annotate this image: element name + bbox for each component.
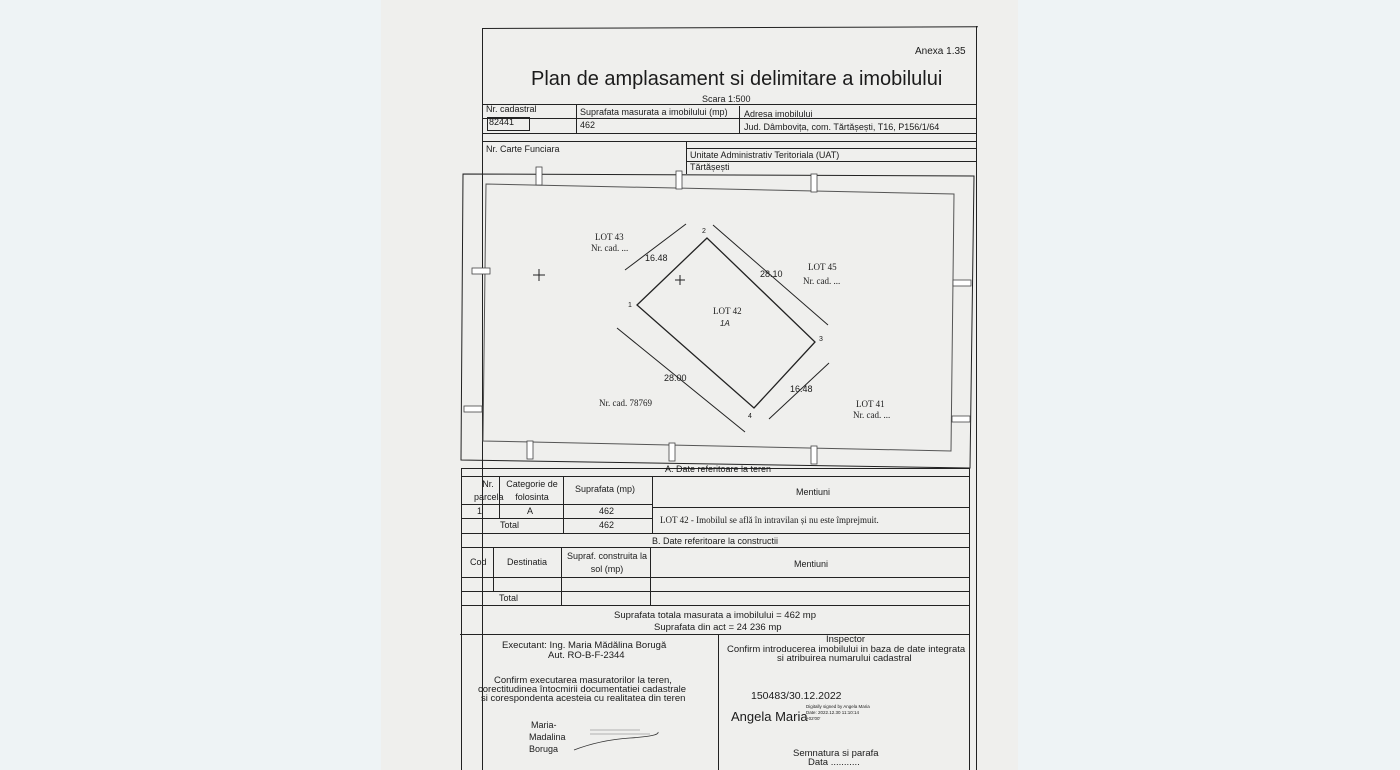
col-nr-parcela: Nr. parcela — [474, 479, 504, 502]
parcel-mentions: LOT 42 - Imobilul se află în intravilan și nu este împrejmuit. — [660, 515, 879, 525]
col-suprafata: Suprafata (mp) — [575, 484, 636, 494]
grid-tick — [811, 174, 817, 192]
vertex-label: 4 — [748, 413, 752, 420]
side-length: 16.48 — [790, 384, 813, 394]
section-b-title: B. Date referitoare la constructii — [652, 536, 779, 546]
executor-name: Executant: Ing. Maria Mădălina Borugă — [502, 640, 667, 651]
table-left-edge — [461, 468, 462, 770]
total-value: 462 — [599, 520, 615, 530]
vertex-label: 1 — [628, 302, 632, 309]
lot-cad: Nr. cad. ... — [591, 243, 629, 253]
grid-tick — [527, 441, 533, 459]
cell-suprafata: 462 — [599, 506, 615, 516]
executor-confirm: corectitudinea întocmirii documentatiei cadastrale — [478, 684, 687, 695]
executor-signature: Maria- — [531, 720, 557, 730]
lot-cad: Nr. cad. 78769 — [599, 398, 652, 408]
table-rule — [462, 533, 970, 534]
col-mentiuni: Mentiuni — [796, 487, 831, 497]
table-rule — [652, 507, 970, 508]
plan-outer-frame — [461, 174, 974, 468]
table-right-edge — [969, 468, 970, 770]
digital-signature-text: Digitally signed by Angela Maria — [806, 704, 870, 709]
table-rule — [462, 518, 652, 519]
address-value: Jud. Dâmbovița, com. Tărtășești, T16, P156/1/64 — [744, 122, 940, 132]
executor-signature: Boruga — [529, 744, 559, 754]
cell-parcela: 1 — [477, 506, 483, 516]
executor-signature: Madalina — [529, 732, 566, 742]
total-label: Total — [500, 520, 520, 530]
table-rule — [462, 591, 970, 592]
inspector-title: Inspector — [826, 634, 866, 645]
cadastral-number: 82441 — [487, 117, 530, 131]
table-rule — [462, 577, 970, 578]
col-supraf-construita: Supraf. construita la sol (mp) — [566, 551, 648, 575]
grid-tick — [472, 268, 490, 274]
lot-name: LOT 45 — [808, 262, 837, 272]
cadastral-label: Nr. cadastral — [486, 104, 537, 114]
cf-label: Nr. Carte Funciara — [486, 144, 560, 154]
executor-confirm: si corespondenta acesteia cu realitatea din teren — [481, 693, 686, 704]
grid-tick — [952, 416, 970, 422]
area-label: Suprafata masurata a imobilului (mp) — [580, 107, 728, 117]
inspector-signature-name: Angela Maria — [731, 709, 808, 724]
lot-cad: Nr. cad. ... — [853, 410, 891, 420]
signature-label: Semnatura si parafa — [793, 748, 879, 759]
grid-tick — [536, 167, 542, 185]
vertex-label: 2 — [702, 228, 706, 235]
act-area: Suprafata din act = 24 236 mp — [654, 622, 782, 633]
digital-signature-text: Date: 2022.12.30 11:10:14 — [806, 710, 859, 715]
signature-divider — [718, 634, 719, 770]
scale-label: Scara 1:500 — [702, 94, 751, 104]
uat-value: Tărtășești — [690, 162, 730, 172]
totals-rule — [460, 634, 970, 635]
side-length: 16.48 — [645, 253, 668, 263]
document-title: Plan de amplasament si delimitare a imobilului — [531, 68, 943, 90]
col-destinatia: Destinatia — [507, 557, 548, 567]
table-divider — [650, 547, 651, 605]
grid-tick — [811, 446, 817, 464]
table-divider — [561, 547, 562, 605]
grid-tick — [464, 406, 482, 412]
section-a-title: A. Date referitoare la teren — [665, 464, 772, 474]
grid-tick — [669, 443, 675, 461]
executor-confirm: Confirm executarea masuratorilor la teren, — [494, 675, 672, 686]
col-cod: Cod — [470, 557, 487, 567]
vertex-label: 3 — [819, 336, 823, 343]
side-length: 28.10 — [760, 269, 783, 279]
table-divider — [652, 476, 653, 533]
section-a-rule — [462, 476, 970, 477]
digital-signature-mark — [570, 722, 660, 752]
annex-label: Anexa 1.35 — [915, 46, 966, 57]
col-categorie: Categorie de folosinta — [506, 479, 558, 502]
cell-categorie: A — [527, 506, 534, 516]
uat-label: Unitate Administrativ Teritoriala (UAT) — [690, 150, 840, 160]
area-value: 462 — [580, 120, 596, 130]
total-label-b: Total — [499, 593, 519, 603]
executor-auth: Aut. RO-B-F-2344 — [548, 650, 625, 661]
digital-signature-text: +02'00' — [806, 716, 821, 721]
date-label: Data ........... — [808, 757, 860, 768]
address-label: Adresa imobilului — [744, 109, 813, 119]
section-b-rule — [462, 547, 970, 548]
grid-tick — [676, 171, 682, 189]
inspector-confirm: si atribuirea numarului cadastral — [777, 653, 912, 664]
parcel-code: 1A — [720, 319, 730, 328]
col-mentiuni-b: Mentiuni — [794, 559, 829, 569]
table-rule — [462, 504, 652, 505]
side-length: 28.00 — [664, 373, 687, 383]
lot-name: LOT 43 — [595, 232, 624, 242]
table-divider — [493, 547, 494, 591]
table-divider — [563, 476, 564, 533]
total-measured-area: Suprafata totala masurata a imobilului = 462 mp — [614, 610, 816, 621]
parcel-name: LOT 42 — [713, 306, 742, 316]
lot-cad: Nr. cad. ... — [803, 276, 841, 286]
registration-number: 150483/30.12.2022 — [751, 690, 842, 702]
inspector-confirm: Confirm introducerea imobilului in baza de date integrata — [727, 644, 966, 655]
table-rule — [462, 605, 970, 606]
lot-name: LOT 41 — [856, 399, 885, 409]
dimension-line — [625, 224, 686, 270]
grid-tick — [953, 280, 971, 286]
